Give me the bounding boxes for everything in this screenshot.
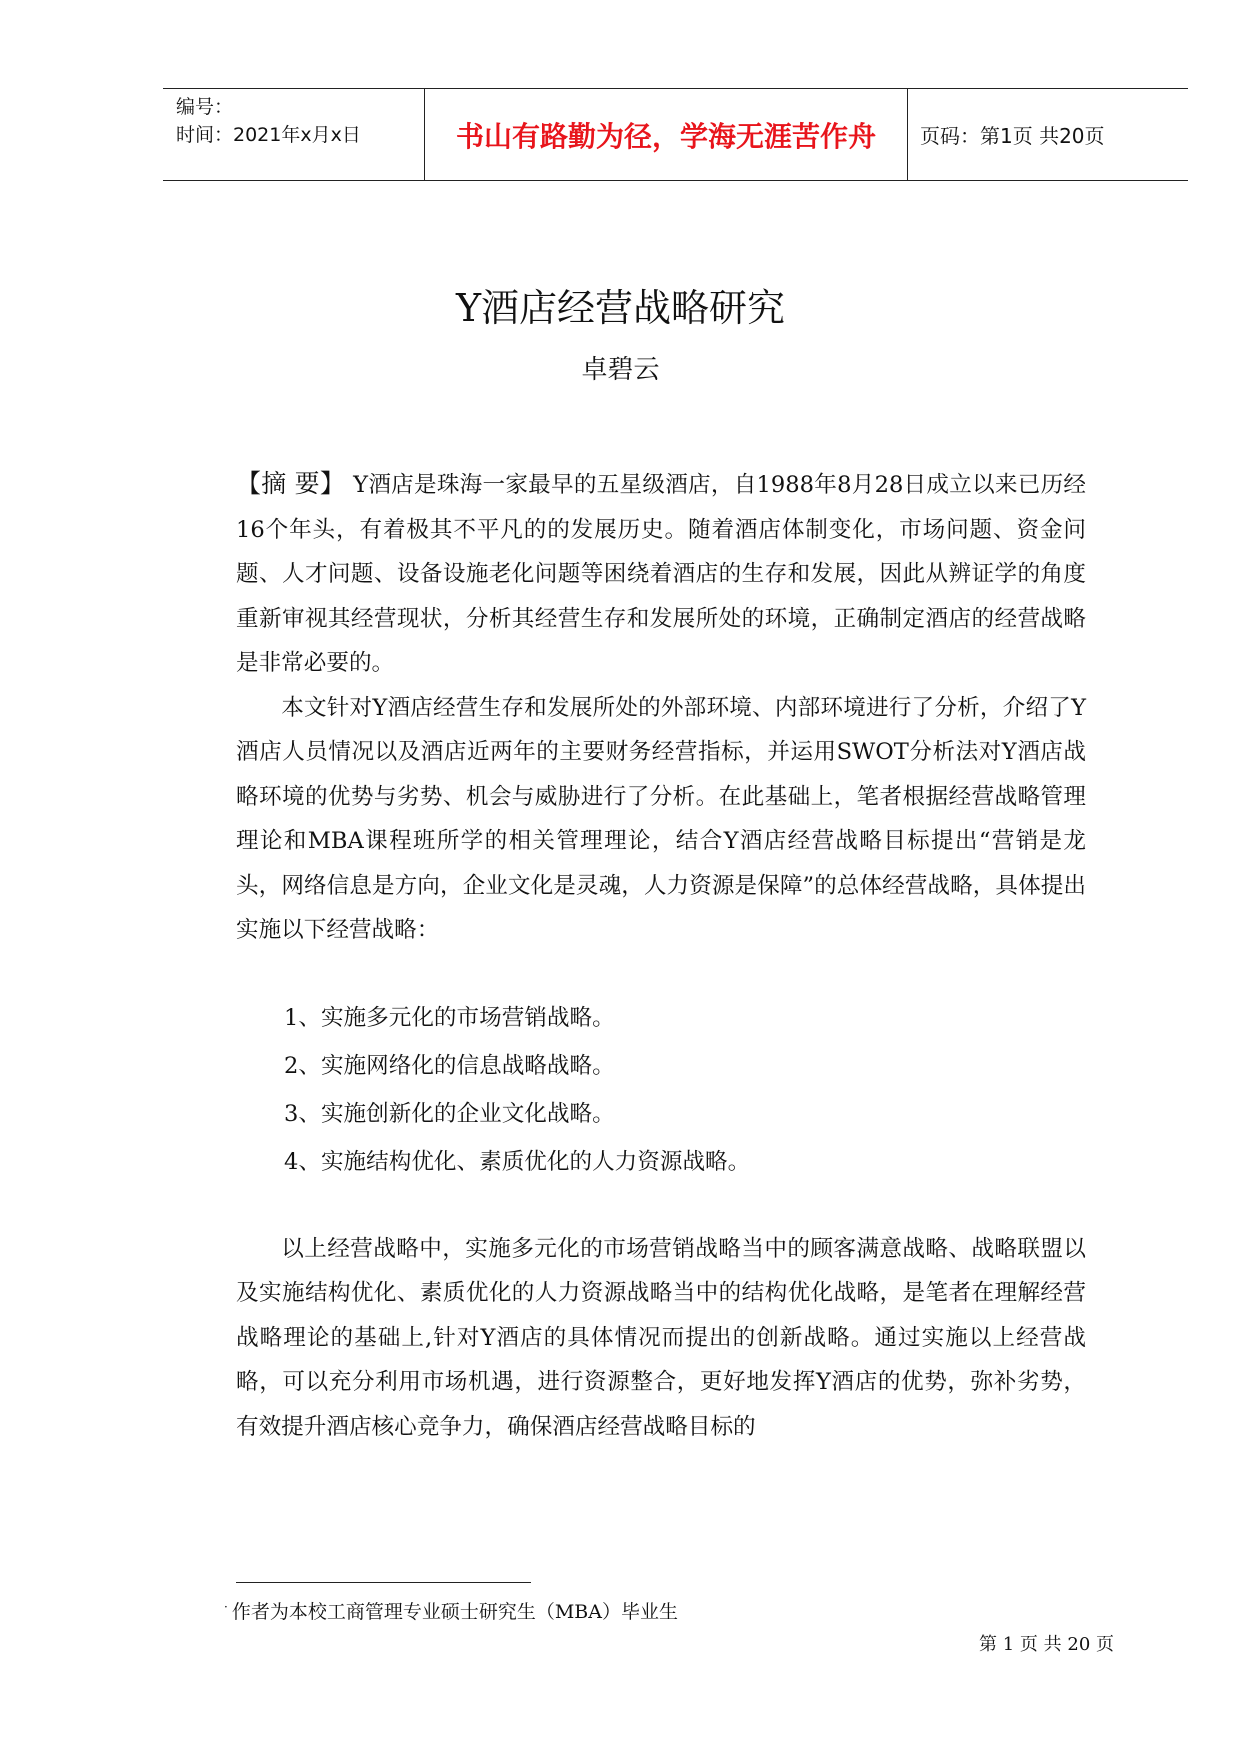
- page-number-footer: 第 1 页 共 20 页: [979, 1634, 1114, 1655]
- abstract-paragraph-2: 本文针对Y酒店经营生存和发展所处的外部环境、内部环境进行了分析，介绍了Y酒店人员情况以及酒店近两年的主要财务经营指标，并运用SWOT分析法对Y酒店战略环境的优势与劣势、机会与威胁进行了分析。在此基础上，笔者根据经营战略管理理论和MBA课程班所学的相关管理理论，结合Y酒店经营战略目标提出“营销是龙头，网络信息是方向，企业文化是灵魂，人力资源是保障”的总体经营战略，具体提出实施以下经营战略：: [236, 694, 1086, 943]
- header-time-label: 时间：2021年x月x日: [176, 124, 361, 146]
- strategy-list: [236, 994, 1086, 1186]
- abstract-paragraph-1-text: Y酒店是珠海一家最早的五星级酒店，自1988年8月28日成立以来已历经16个年头，有着极其不平凡的的发展历史。随着酒店体制变化，市场问题、资金问题、人才问题、设备设施老化问题等困绕着酒店的生存和发展，因此从辨证学的角度重新审视其经营现状，分析其经营生存和发展所处的环境，正确制定酒店的经营战略是非常必要的。: [236, 472, 1087, 676]
- abstract-paragraph-1: [236, 462, 1086, 686]
- list-item: 1、实施多元化的市场营销战略。: [284, 1004, 615, 1031]
- header-table: [163, 88, 1188, 181]
- document-author: 卓碧云: [581, 355, 660, 385]
- abstract-paragraph-3: 以上经营战略中，实施多元化的市场营销战略当中的顾客满意战略、战略联盟以及实施结构优化、素质优化的人力资源战略当中的结构优化战略，是笔者在理解经营战略理论的基础上,针对Y酒店的具体情况而提出的创新战略。通过实施以上经营战略，可以充分利用市场机遇，进行资源整合，更好地发挥Y酒店的优势，弥补劣势，有效提升酒店核心竞争力，确保酒店经营战略目标的: [236, 1235, 1086, 1440]
- list-item: 4、实施结构优化、素质优化的人力资源战略。: [284, 1148, 751, 1175]
- footnote-divider: [236, 1582, 531, 1583]
- header-motto: 书山有路勤为径，学海无涯苦作舟: [424, 89, 908, 180]
- abstract-body: [236, 462, 1086, 1449]
- header-number-label: 编号：: [176, 96, 234, 118]
- list-item: 2、实施网络化的信息战略战略。: [284, 1052, 615, 1079]
- list-item: 3、实施创新化的企业文化战略。: [284, 1100, 615, 1127]
- header-page-info: 页码：第1页 共20页: [920, 124, 1105, 148]
- footnote-text: 作者为本校工商管理专业硕士研究生（MBA）毕业生: [231, 1601, 678, 1623]
- footnote: [224, 1597, 678, 1624]
- footnote-mark: ·: [224, 1599, 228, 1614]
- header-meta-cell: [163, 89, 424, 180]
- document-title: Y酒店经营战略研究: [455, 286, 786, 330]
- abstract-label: 【摘 要】: [236, 469, 346, 498]
